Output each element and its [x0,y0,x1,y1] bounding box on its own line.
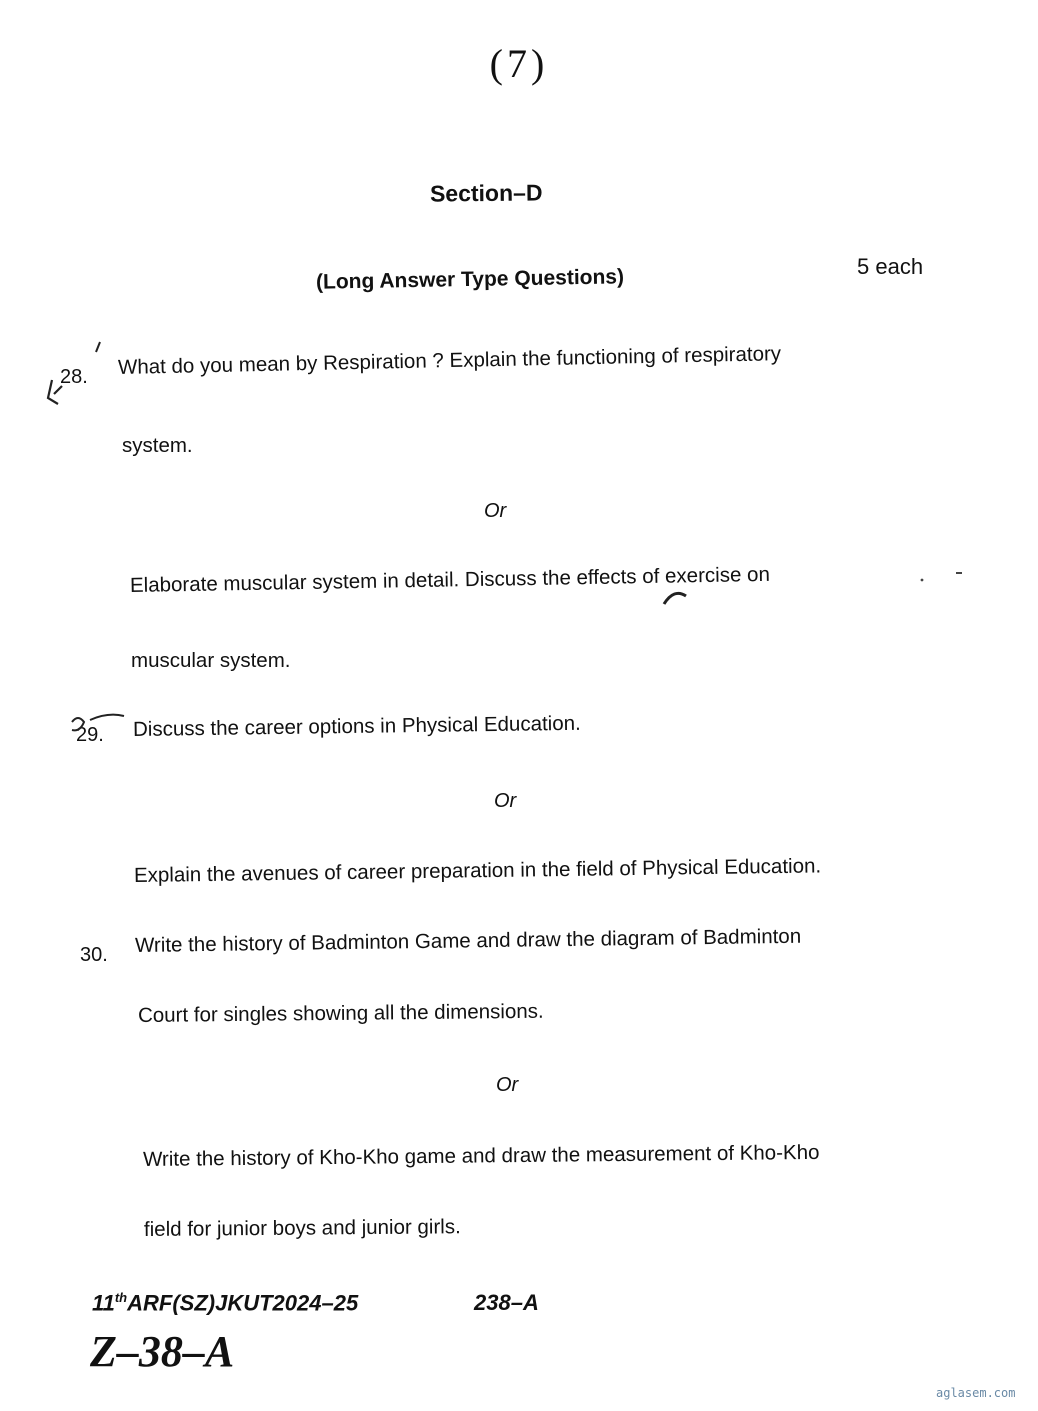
or-separator: Or [494,790,517,812]
exam-code-sup: th [114,1290,128,1305]
question-text: What do you mean by Respiration ? Explain the functioning of respiratory [117,342,782,379]
question-text: Write the history of Kho-Kho game and draw the measurement of Kho-Kho [142,1140,820,1171]
exam-code-prefix: 11 [92,1290,115,1316]
question-text: muscular system. [131,649,291,672]
section-title: Section–D [429,179,543,207]
exam-code [92,1290,358,1316]
tick-mark-icon [68,710,130,740]
or-separator: Or [484,500,507,522]
watermark: aglasem.com [936,1386,1016,1400]
question-text: Discuss the career options in Physical Education. [132,711,581,741]
question-text: Court for singles showing all the dimensions. [137,999,544,1027]
series-code: Z–38–A [90,1327,235,1376]
marks-label: 5 each [857,254,924,279]
pen-mark-icon [660,582,694,610]
or-separator: Or [496,1074,519,1096]
tick-mark-icon [40,338,110,413]
page-number: (7) [489,41,549,86]
question-text: field for junior boys and junior girls. [143,1215,461,1241]
exam-code-rest: ARF(SZ)JKUT2024–25 [127,1290,359,1316]
question-number: 30. [80,944,108,966]
section-subtitle: (Long Answer Type Questions) [315,265,625,294]
question-number: 29. [76,724,104,746]
paper-number: 238–A [474,1290,539,1315]
question-text: system. [122,434,193,457]
question-number: 28. [60,366,88,388]
question-text: Explain the avenues of career preparation in the field of Physical Education. [133,854,822,887]
question-text: Write the history of Badminton Game and draw the diagram of Badminton [134,924,802,957]
question-text: Elaborate muscular system in detail. Discuss the effects of exercise on [129,562,771,597]
ink-dot-icon [914,564,964,588]
